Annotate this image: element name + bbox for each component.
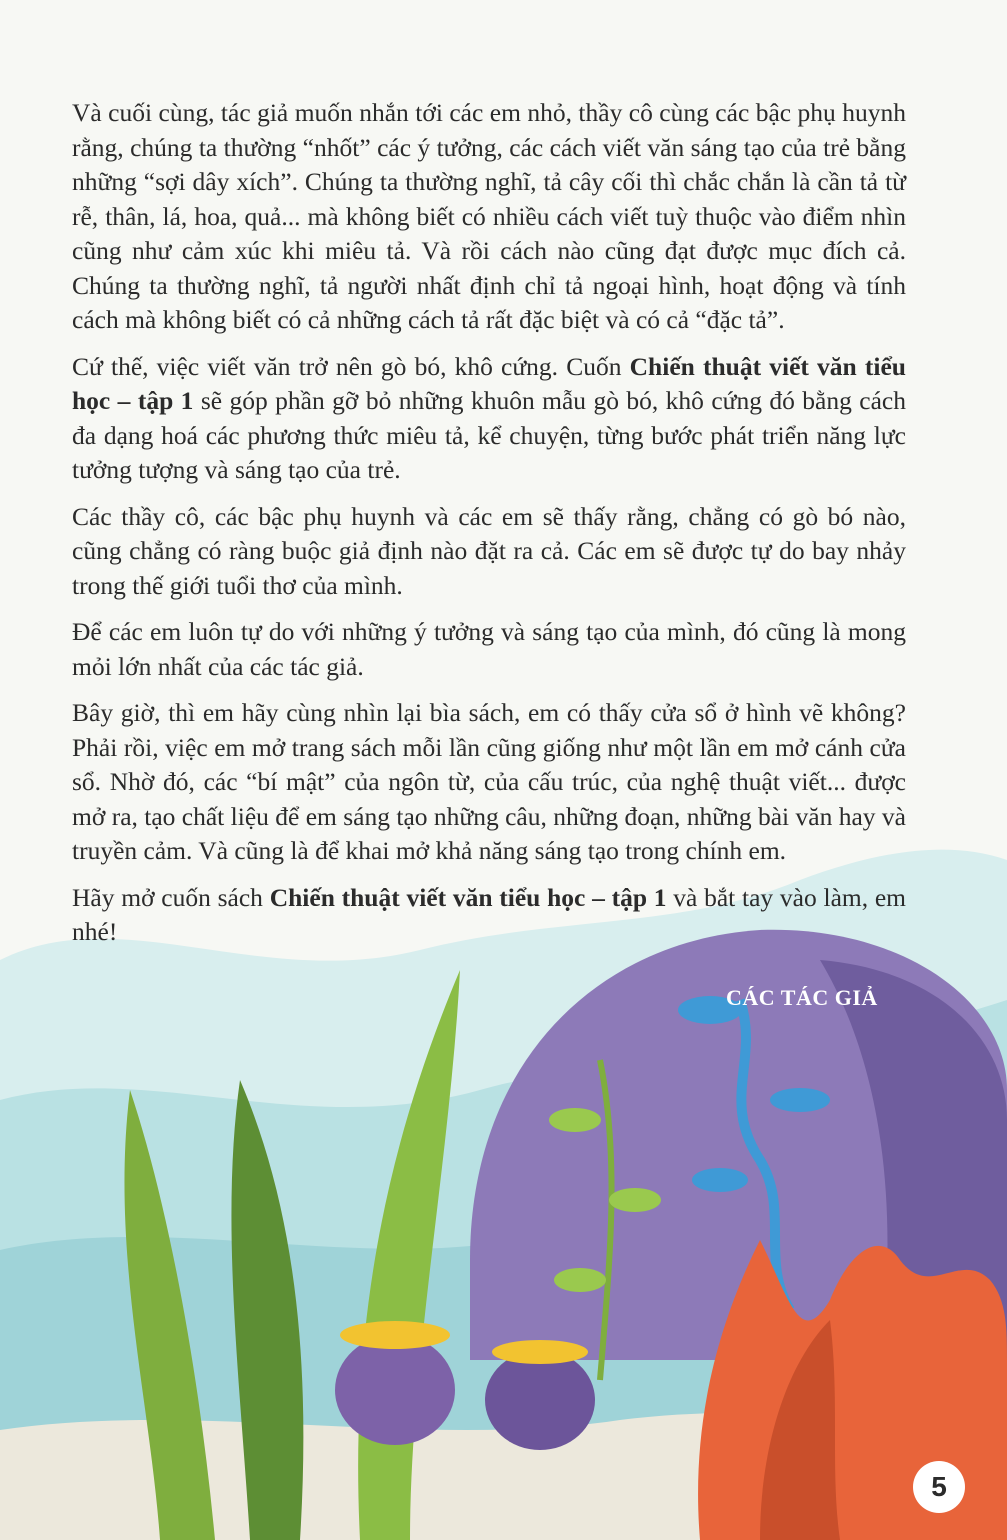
paragraph-6: Hãy mở cuốn sách Chiến thuật viết văn tiểu học – tập 1 và bắt tay vào làm, em nhé! xyxy=(72,882,906,946)
anemone-1 xyxy=(335,1335,455,1445)
book-title: Chiến thuật viết văn tiểu học – tập 1 xyxy=(72,351,906,415)
paragraph-2: Cứ thế, việc viết văn trở nên gò bó, khô cứng. Cuốn Chiến thuật viết văn tiểu học – tập 1 sẽ góp phần gỡ bỏ những khuôn mẫu gò bó, khô cứng đó bằng cách đa dạng hoá các phương thức miêu tả, kể chuyện, từng bước phát triển năng lực tưởng tượng và sáng tạo của trẻ. xyxy=(72,351,906,484)
anemone-2-top xyxy=(492,1340,588,1364)
paragraph-4: Để các em luôn tự do với những ý tưởng và sáng tạo của mình, đó cũng là mong mỏi lớn nhất của các tác giả. xyxy=(72,617,906,681)
book-title: Chiến thuật viết văn tiểu học – tập 1 xyxy=(269,882,667,912)
paragraph-1: Và cuối cùng, tác giả muốn nhắn tới các em nhỏ, thầy cô cùng các bậc phụ huynh rằng, chúng ta thường “nhốt” các ý tưởng, các cách viết văn sáng tạo của trẻ bằng những “sợi dây xích”. Chúng ta thường nghĩ, tả cây cối thì chắc chắn là cần tả từ rễ, thân, lá, hoa, quả... mà không biết có nhiều cách viết tuỳ thuộc vào điểm nhìn cũng như cảm xúc khi miêu tả. Và rồi cách nào cũng đạt được mục đích cả. Chúng ta thường nghĩ, tả người nhất định chỉ tả ngoại hình, hoạt động và tính cách mà không biết có cả những cách tả rất đặc biệt và có cả “đặc tả”. xyxy=(72,98,906,334)
anemone-1-top xyxy=(340,1321,450,1349)
anemone-2 xyxy=(485,1350,595,1450)
body-text xyxy=(72,96,906,962)
paragraph-3: Các thầy cô, các bậc phụ huynh và các em sẽ thấy rằng, chẳng có gò bó nào, cũng chẳng có ràng buộc giả định nào đặt ra cả. Các em sẽ được tự do bay nhảy trong thế giới tuổi thơ của mình. xyxy=(72,501,906,600)
paragraph-5: Bây giờ, thì em hãy cùng nhìn lại bìa sách, em có thấy cửa sổ ở hình vẽ không? Phải rồi, việc em mở trang sách mỗi lần cũng giống như một lần em mở cánh cửa sổ. Nhờ đó, các “bí mật” của ngôn từ, của cấu trúc, của nghệ thuật viết... được mở ra, tạo chất liệu để em sáng tạo những câu, những đoạn, những bài văn hay và truyền cảm. Và cũng là để khai mở khả năng sáng tạo trong chính em. xyxy=(72,698,906,865)
authors-signature: CÁC TÁC GIẢ xyxy=(726,985,878,1010)
page-number: 5 xyxy=(913,1461,965,1513)
